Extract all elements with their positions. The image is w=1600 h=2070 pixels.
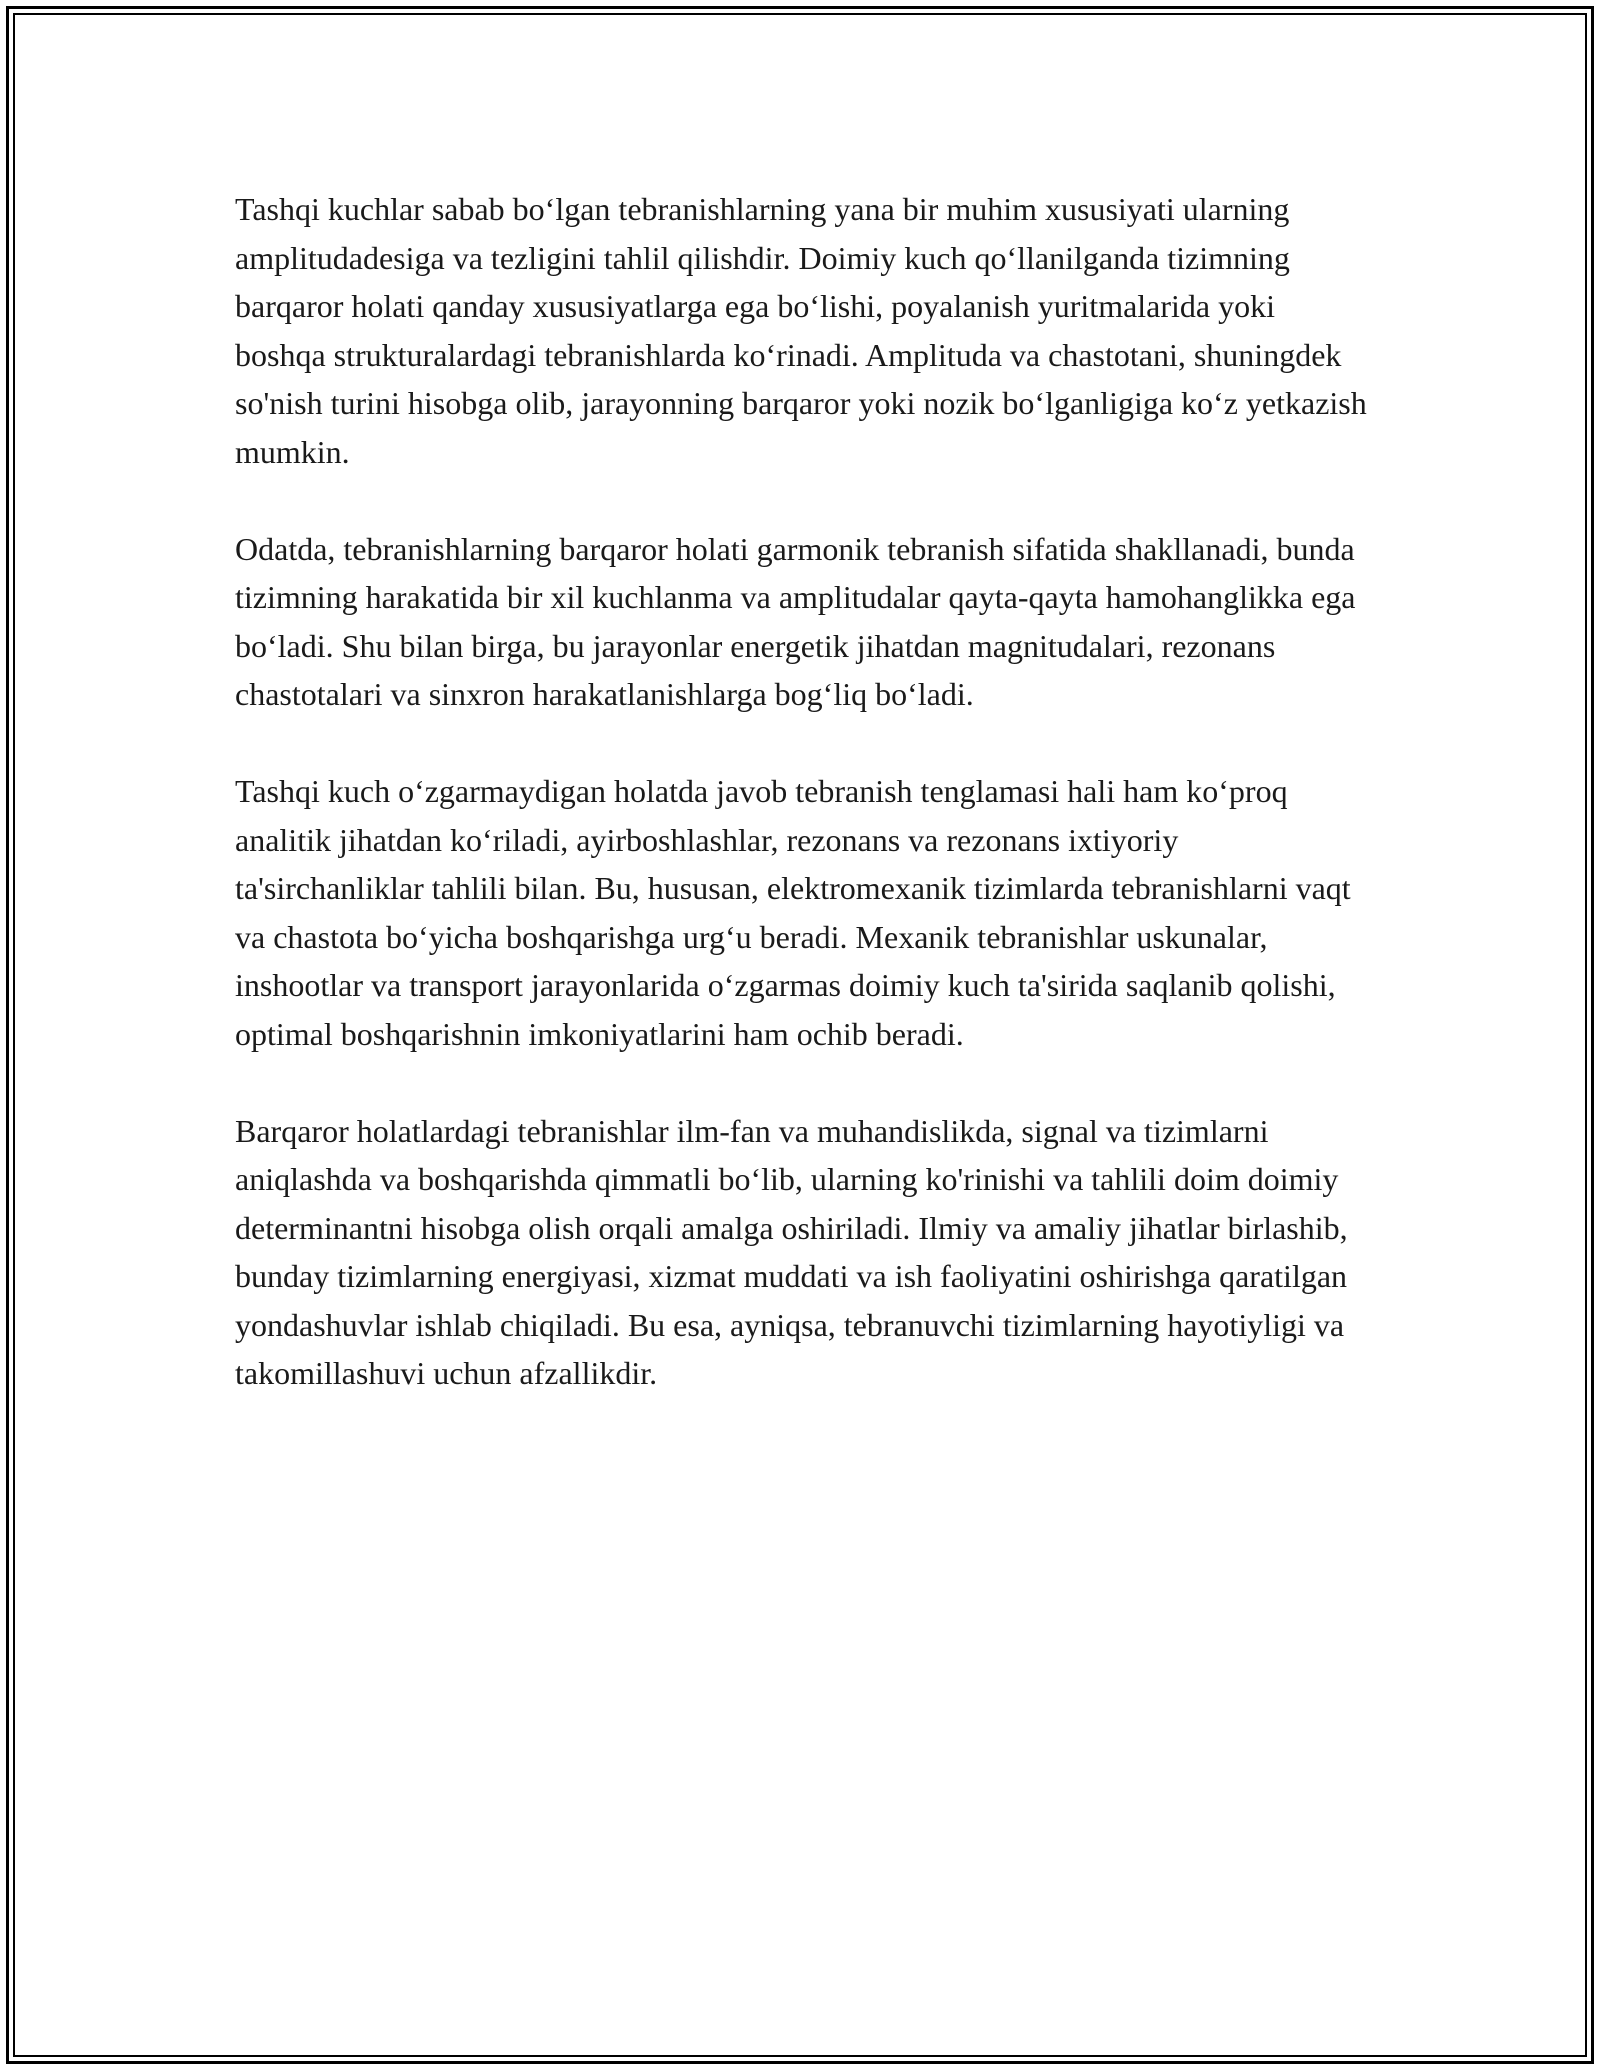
paragraph-4: Barqaror holatlardagi tebranishlar ilm-fan va muhandislikda, signal va tizimlarni aniqlashda va boshqarishda qimmatli bo‘lib, ularning ko'rinishi va tahlili doim doimiy determinantni hisobga olish orqali amalga oshiriladi. Ilmiy va amaliy jihatlar birlashib, bunday tizimlarning energiyasi, xizmat muddati va ish faoliyatini oshirishga qaratilgan yondashuvlar ishlab chiqiladi. Bu esa, ayniqsa, tebranuvchi tizimlarning hayotiyligi va takomillashuvi uchun afzallikdir.	[235, 1112, 1348, 1391]
paragraph-3: Tashqi kuch o‘zgarmaydigan holatda javob tebranish tenglamasi hali ham ko‘proq analitik jihatdan ko‘riladi, ayirboshlashlar, rezonans va rezonans ixtiyoriy ta'sirchanliklar tahlili bilan. Bu, hususan, elektromexanik tizimlarda tebranishlarni vaqt va chastota bo‘yicha boshqarishga urg‘u beradi. Mexanik tebranishlar uskunalar, inshootlar va transport jarayonlarida o‘zgarmas doimiy kuch ta'sirida saqlanib qolishi, optimal boshqarishnin imkoniyatlarini ham ochib beradi.	[235, 773, 1351, 1052]
document-body	[235, 185, 1370, 1398]
paragraph-2: Odatda, tebranishlarning barqaror holati garmonik tebranish sifatida shakllanadi, bunda tizimning harakatida bir xil kuchlanma va amplitudalar qayta-qayta hamohanglikka ega bo‘ladi. Shu bilan birga, bu jarayonlar energetik jihatdan magnitudalari, rezonans chastotalari va sinxron harakatlanishlarga bog‘liq bo‘ladi.	[235, 530, 1356, 712]
paragraph-1: Tashqi kuchlar sabab bo‘lgan tebranishlarning yana bir muhim xususiyati ularning amplitudadesiga va tezligini tahlil qilishdir. Doimiy kuch qo‘llanilganda tizimning barqaror holati qanday xususiyatlarga ega bo‘lishi, poyalanish yuritmalarida yoki boshqa strukturalardagi tebranishlarda ko‘rinadi. Amplituda va chastotani, shuningdek so'nish turini hisobga olib, jarayonning barqaror yoki nozik bo‘lganligiga ko‘z yetkazish mumkin.	[235, 191, 1367, 470]
